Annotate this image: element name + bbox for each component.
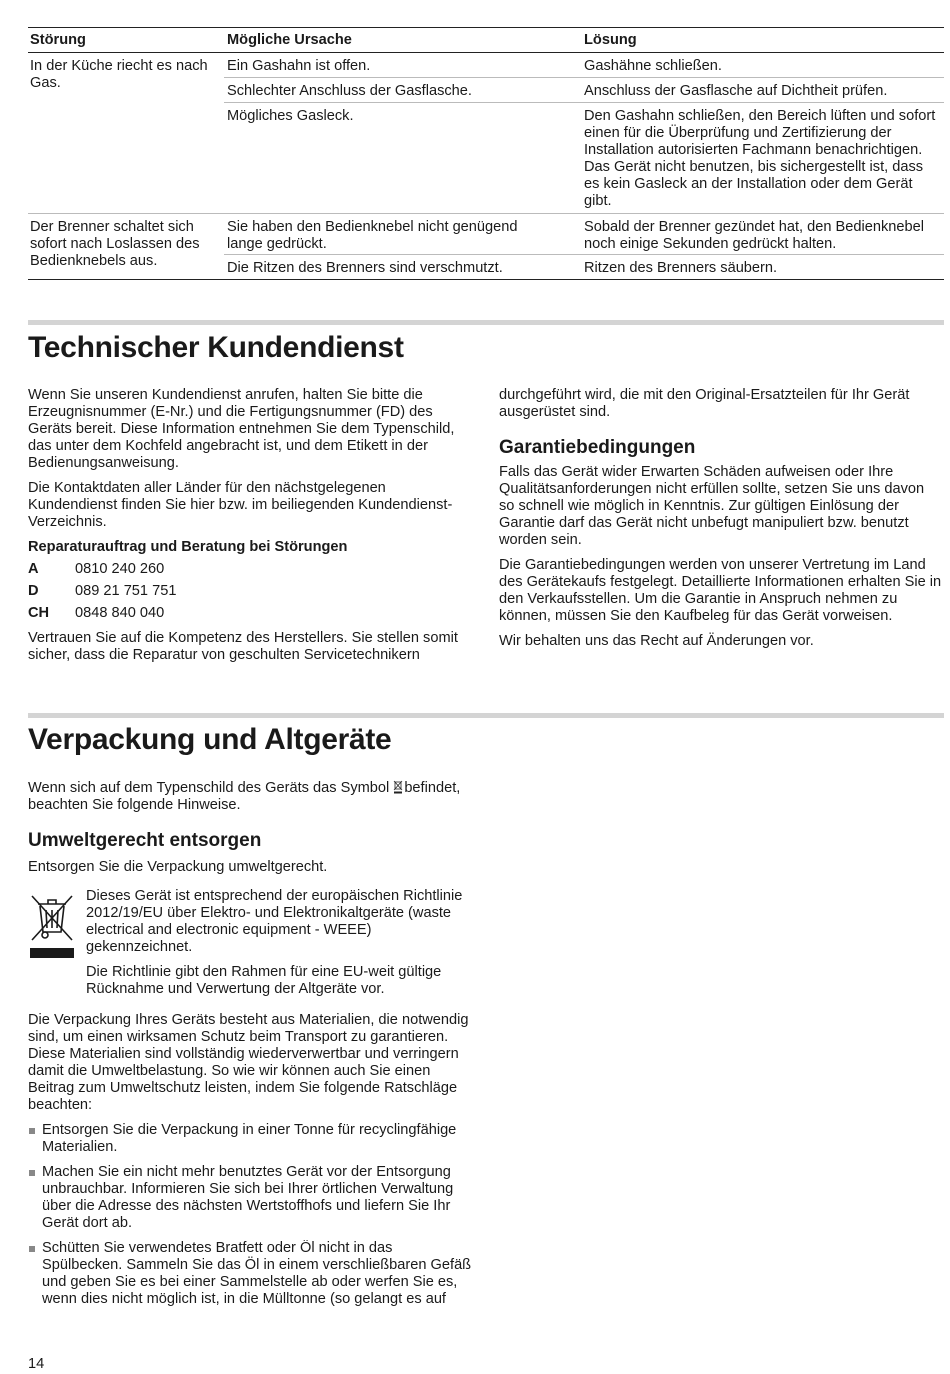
warranty-paragraph: Die Garantiebedingungen werden von unserer Vertretung im Land des Gerätekaufs festgelegt. Detaillierte Informationen erhalten Sie in den Verkaufsstellen. Um die Garantie in Anspruch nehmen zu können, müssen Sie den Kaufbeleg für das Gerät vorweisen. xyxy=(499,557,942,624)
header-cause: Mögliche Ursache xyxy=(227,32,352,48)
table-row xyxy=(224,78,944,103)
weee-small-icon xyxy=(393,780,403,794)
service-paragraph-continued: durchgeführt wird, die mit den Original-Ersatzteilen für Ihr Gerät ausgerüstet sind. xyxy=(499,387,910,420)
solution-text: Anschluss der Gasflasche auf Dichtheit prüfen. xyxy=(584,83,888,99)
warranty-heading: Garantiebedingungen xyxy=(499,437,696,458)
solution-text: Den Gashahn schließen, den Bereich lüften und sofort einen für die Überprüfung und Zertifizierung der Installation autorisierten Fachmann benachrichtigen. Das Gerät nicht benutzen, bis sichergestellt ist, dass es kein Gasleck an der Installation oder dem Gerät gibt. xyxy=(584,108,936,209)
repair-heading: Reparaturauftrag und Beratung bei Störungen xyxy=(28,539,348,555)
cause-text: Die Ritzen des Brenners sind verschmutzt. xyxy=(227,260,503,276)
section-title-packaging: Verpackung und Altgeräte xyxy=(28,723,392,756)
table-row xyxy=(224,53,944,78)
fault-text: In der Küche riecht es nach Gas. xyxy=(30,58,208,91)
service-left-column xyxy=(28,387,472,672)
warranty-paragraph: Falls das Gerät wider Erwarten Schäden aufweisen oder Ihre Qualitätsanforderungen nicht erfüllen sollte, setzen Sie uns davon so schnell wie möglich in Kenntnis. Zur gültigen Einlösung der Garantie darf das Gerät nicht unbefugt manipuliert bzw. benutzt worden sein. xyxy=(499,464,925,548)
service-paragraph: Die Kontaktdaten aller Länder für den nächstgelegenen Kundendienst finden Sie hier bzw. im beiliegenden Kundendienst-Verzeichnis. xyxy=(28,480,453,530)
table-row xyxy=(224,103,944,213)
header-fault: Störung xyxy=(30,32,86,48)
phone-number: 089 21 751 751 xyxy=(75,582,177,599)
table-group-burner-off xyxy=(28,214,944,279)
list-item: Machen Sie ein nicht mehr benutztes Gerät vor der Entsorgung unbrauchbar. Informieren Sie sich bei Ihrer örtlichen Verwaltung über die Adresse des nächsten Wertstoffhofs und liefern Sie Ihr Gerät dort ab. xyxy=(28,1164,472,1232)
packaging-intro: Wenn sich auf dem Typenschild des Geräts das Symbol befindet, beachten Sie folgende Hinweise. xyxy=(28,780,461,813)
country-code: A xyxy=(28,560,39,577)
solution-text: Sobald der Brenner gezündet hat, den Bedienknebel noch einige Sekunden gedrückt halten. xyxy=(584,219,924,252)
section-divider xyxy=(28,320,944,325)
advice-list xyxy=(28,1122,472,1308)
page-number: 14 xyxy=(28,1356,45,1372)
country-code: D xyxy=(28,582,39,599)
cause-text: Sie haben den Bedienknebel nicht genügend lange gedrückt. xyxy=(227,219,518,252)
service-paragraph: Vertrauen Sie auf die Kompetenz des Herstellers. Sie stellen somit sicher, dass die Reparatur von geschulten Servicetechnikern xyxy=(28,630,458,663)
table-row xyxy=(224,255,944,279)
phone-row xyxy=(28,558,472,580)
packaging-right-column xyxy=(514,780,918,814)
fault-text: Der Brenner schaltet sich sofort nach Loslassen des Bedienknebels aus. xyxy=(30,219,200,269)
country-code: CH xyxy=(28,604,50,621)
packaging-left-column xyxy=(28,780,472,1316)
disposal-paragraph: Entsorgen Sie die Verpackung umweltgerecht. xyxy=(28,859,328,875)
table-group-gas-smell xyxy=(28,53,944,214)
cause-text: Schlechter Anschluss der Gasflasche. xyxy=(227,83,472,99)
table-header xyxy=(28,28,944,53)
table-row xyxy=(224,214,944,255)
header-solution: Lösung xyxy=(584,32,637,48)
disposal-heading: Umweltgerecht entsorgen xyxy=(28,830,262,851)
warranty-paragraph: Wir behalten uns das Recht auf Änderungen vor. xyxy=(499,633,814,649)
weee-paragraph: Dieses Gerät ist entsprechend der europäischen Richtlinie 2012/19/EU über Elektro- und Elektronikaltgeräte (waste electrical and electronic equipment - WEEE) gekennzeichnet. xyxy=(86,888,463,955)
cause-text: Mögliches Gasleck. xyxy=(227,108,354,124)
service-right-column xyxy=(499,387,943,658)
phone-number: 0810 240 260 xyxy=(75,560,165,577)
solution-text: Ritzen des Brenners säubern. xyxy=(584,260,778,276)
service-paragraph: Wenn Sie unseren Kundendienst anrufen, halten Sie bitte die Erzeugnisnummer (E-Nr.) und die Fertigungsnummer (FD) des Geräts bereit. Diese Information entnehmen Sie dem Typenschild, das unter dem Kochfeld angebracht ist, und dem Etikett in der Bedienungsanweisung. xyxy=(28,387,455,471)
section-divider xyxy=(28,713,944,718)
section-title-service: Technischer Kundendienst xyxy=(28,331,404,364)
packaging-paragraph: Die Verpackung Ihres Geräts besteht aus Materialien, die notwendig sind, um einen wirksamen Schutz beim Transport zu garantieren. Diese Materialien sind vollständig wiederverwertbar und verringern damit die Umweltbelastung. So wie wir können auch Sie einen Beitrag zum Umweltschutz leisten, indem Sie folgende Ratschläge beachten: xyxy=(28,1012,469,1113)
phone-row xyxy=(28,602,472,624)
phone-number: 0848 840 040 xyxy=(75,604,165,621)
list-item: Schütten Sie verwendetes Bratfett oder Öl nicht in das Spülbecken. Sammeln Sie das Öl in einem verschließbaren Gefäß und geben Sie es bei einer Sammelstelle ab oder werfen Sie es, wenn dies nicht möglich ist, in die Mülltonne (so gelangt es auf xyxy=(28,1240,472,1308)
cause-text: Ein Gashahn ist offen. xyxy=(227,58,371,74)
troubleshooting-table xyxy=(28,27,944,280)
weee-notice xyxy=(28,888,472,998)
crossed-out-wheelie-bin-icon xyxy=(28,890,76,969)
phone-row xyxy=(28,580,472,602)
weee-paragraph: Die Richtlinie gibt den Rahmen für eine EU-weit gültige Rücknahme und Verwertung der Altgeräte vor. xyxy=(86,964,442,997)
list-item: Entsorgen Sie die Verpackung in einer Tonne für recyclingfähige Materialien. xyxy=(28,1122,472,1156)
solution-text: Gashähne schließen. xyxy=(584,58,722,74)
